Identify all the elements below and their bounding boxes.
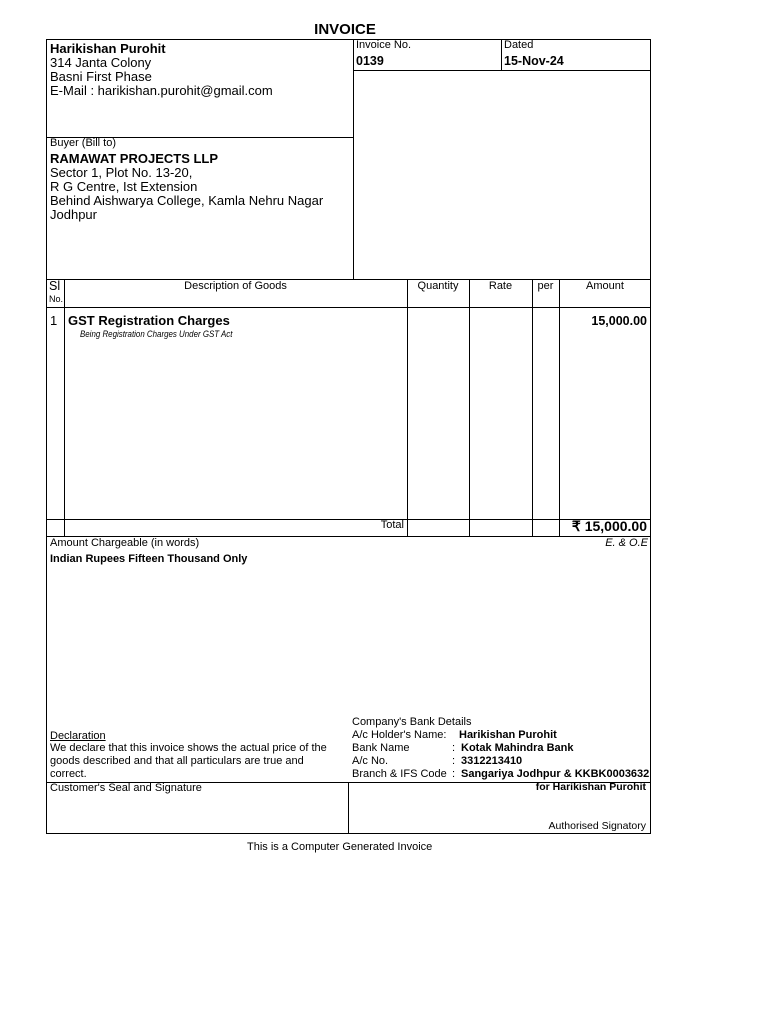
- declaration-line2: goods described and that all particulars are true and: [50, 755, 304, 767]
- buyer-address-line4: Jodhpur: [50, 207, 97, 222]
- amount-words: Indian Rupees Fifteen Thousand Only: [50, 553, 248, 565]
- authorised-signatory: Authorised Signatory: [548, 820, 646, 832]
- dated-label: Dated: [504, 39, 534, 51]
- row-sub-description: Being Registration Charges Under GST Act: [80, 329, 233, 339]
- bank-heading: Company's Bank Details: [352, 716, 472, 728]
- bank-name-value: Kotak Mahindra Bank: [461, 742, 574, 754]
- col-divider-sl: [64, 279, 65, 536]
- bank-branch-value: Sangariya Jodhpur & KKBK0003632: [461, 768, 650, 780]
- invoice-no-label: Invoice No.: [356, 39, 412, 51]
- signature-divider: [348, 782, 349, 834]
- header-rate: Rate: [488, 280, 513, 292]
- declaration-label: Declaration: [50, 730, 106, 742]
- bank-ac-label: A/c No.: [352, 755, 389, 767]
- bank-ac-value: 3312213410: [461, 755, 523, 767]
- buyer-address-line3: Behind Aishwarya College, Kamla Nehru Nagar: [50, 193, 324, 208]
- dated-value: 15-Nov-24: [504, 54, 564, 68]
- invoice-meta-bottom-line: [353, 70, 651, 71]
- buyer-address-line2: R G Centre, Ist Extension: [50, 179, 198, 194]
- table-header-line: [46, 307, 651, 308]
- header-amount: Amount: [586, 280, 624, 292]
- buyer-name: RAMAWAT PROJECTS LLP: [50, 151, 219, 166]
- row-sl: 1: [50, 313, 58, 328]
- bank-name-colon: :: [452, 742, 456, 754]
- footer-note: This is a Computer Generated Invoice: [247, 841, 433, 853]
- bank-branch-colon: :: [452, 768, 456, 780]
- bank-branch-label: Branch & IFS Code: [352, 768, 447, 780]
- total-amount: ₹ 15,000.00: [571, 518, 647, 534]
- header-quantity: Quantity: [417, 280, 459, 292]
- date-divider: [501, 39, 502, 70]
- header-sl: Sl: [49, 279, 61, 293]
- col-divider-desc: [407, 279, 408, 536]
- bank-holder-label: A/c Holder's Name:: [352, 729, 447, 741]
- bank-holder-value: Harikishan Purohit: [459, 729, 557, 741]
- invoice-no-value: 0139: [356, 54, 384, 68]
- declaration-line3: correct.: [50, 768, 87, 780]
- seller-email: E-Mail : harikishan.purohit@gmail.com: [50, 83, 273, 98]
- header-sl-no: No.: [49, 294, 64, 304]
- amount-words-label: Amount Chargeable (in words): [50, 537, 200, 549]
- total-label: Total: [380, 519, 404, 531]
- seller-address-line1: 314 Janta Colony: [50, 55, 152, 70]
- bank-ac-colon: :: [452, 755, 456, 767]
- seller-name: Harikishan Purohit: [50, 41, 166, 56]
- invoice-heading: INVOICE: [314, 21, 376, 38]
- for-company-label: for Harikishan Purohit: [535, 781, 646, 793]
- eoe-label: E. & O.E: [605, 537, 648, 549]
- header-description: Description of Goods: [184, 280, 287, 292]
- customer-seal-label: Customer's Seal and Signature: [50, 782, 202, 794]
- col-divider-rate: [532, 279, 533, 536]
- buyer-address-line1: Sector 1, Plot No. 13-20,: [50, 165, 193, 180]
- declaration-line1: We declare that this invoice shows the actual price of the: [50, 742, 327, 754]
- row-amount: 15,000.00: [591, 314, 647, 328]
- row-description: GST Registration Charges: [68, 313, 230, 328]
- bank-name-label: Bank Name: [352, 742, 410, 754]
- buyer-label: Buyer (Bill to): [50, 137, 117, 149]
- header-per: per: [537, 280, 554, 292]
- header-divider: [353, 39, 354, 280]
- col-divider-qty: [469, 279, 470, 536]
- seller-address-line2: Basni First Phase: [50, 69, 152, 84]
